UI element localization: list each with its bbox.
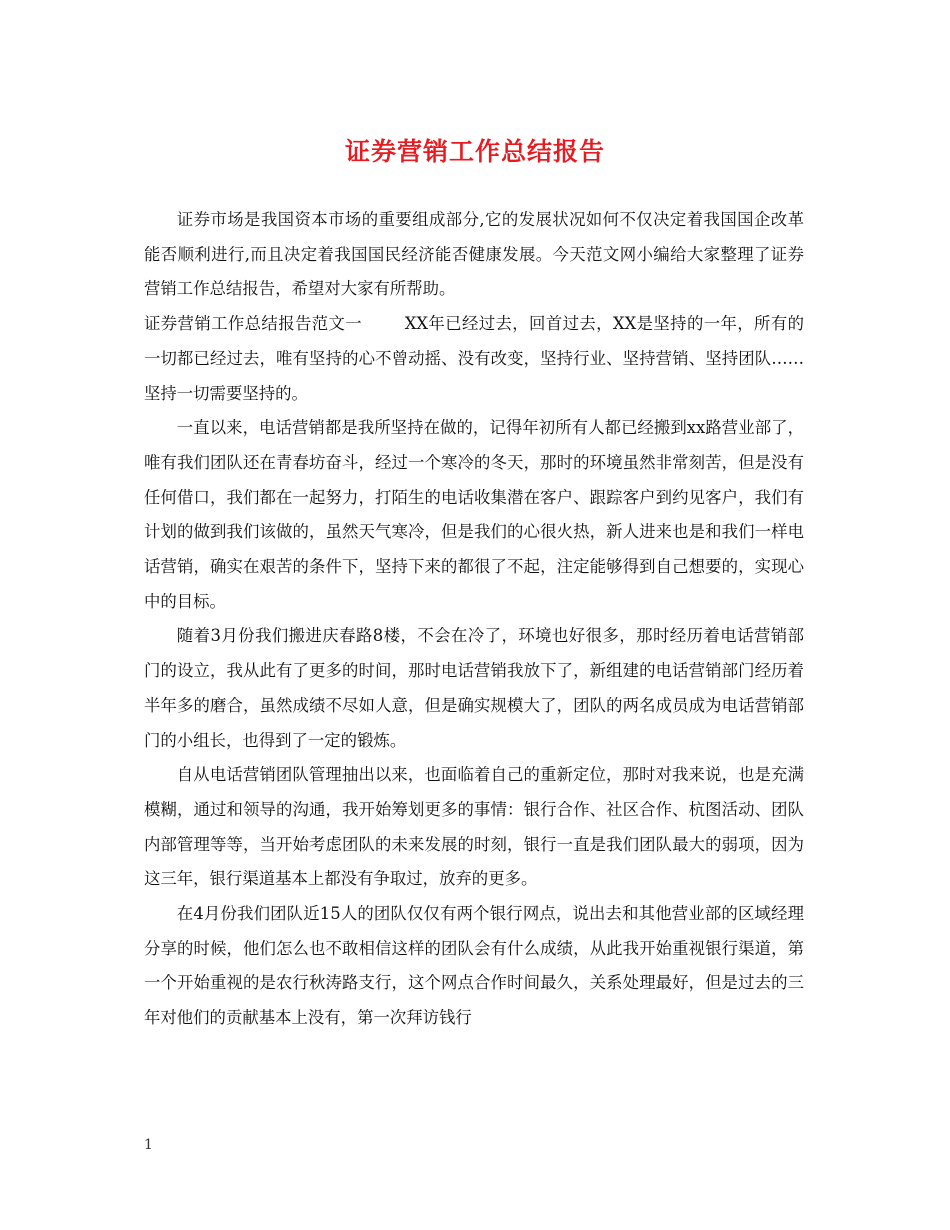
section-text: XX年已经过去，回首过去，XX是坚持的一年，所有的一切都已经过去，唯有坚持的心不曾动摇、没有改变，坚持行业、坚持营销、坚持团队……坚持一切需要坚持的。 [144, 314, 804, 403]
section-paragraph [144, 307, 804, 411]
paragraph-repositioning: 自从电话营销团队管理抽出以来，也面临着自己的重新定位，那时对我来说，也是充满模糊，通过和领导的沟通，我开始筹划更多的事情：银行合作、社区合作、杭图活动、团队内部管理等等，当开始考虑团队的未来发展的时刻，银行一直是我们团队最大的弱项，因为这三年，银行渠道基本上都没有争取过，放弃的更多。 [144, 765, 804, 889]
document-body [144, 203, 804, 1036]
document-title: 证券营销工作总结报告 [344, 137, 605, 166]
section-heading: 证券营销工作总结报告范文一 [144, 314, 363, 334]
paragraph-phone-sales: 一直以来，电话营销都是我所坚持在做的，记得年初所有人都已经搬到xx路营业部了，唯有我们团队还在青春坊奋斗，经过一个寒冷的冬天，那时的环境虽然非常刻苦，但是没有任何借口，我们都在一起努力，打陌生的电话收集潜在客户、跟踪客户到约见客户，我们有计划的做到我们该做的，虽然天气寒冷，但是我们的心很火热，新人进来也是和我们一样电话营销，确实在艰苦的条件下，坚持下来的都很了不起，注定能够得到自己想要的，实现心中的目标。 [144, 418, 804, 611]
paragraph-intro: 证券市场是我国资本市场的重要组成部分,它的发展状况如何不仅决定着我国国企改革能否顺利进行,而且决定着我国国民经济能否健康发展。今天范文网小编给大家整理了证券营销工作总结报告，希望对大家有所帮助。 [144, 210, 804, 299]
page-number: 1 [144, 1137, 153, 1153]
paragraph-office-move: 随着3月份我们搬进庆春路8楼，不会在冷了，环境也好很多，那时经历着电话营销部门的设立，我从此有了更多的时间，那时电话营销我放下了，新组建的电话营销部门经历着半年多的磨合，虽然成绩不尽如人意，但是确实规模大了，团队的两名成员成为电话营销部门的小组长，也得到了一定的锻炼。 [144, 626, 804, 750]
paragraph-bank-channel: 在4月份我们团队近15人的团队仅仅有两个银行网点，说出去和其他营业部的区域经理分享的时候，他们怎么也不敢相信这样的团队会有什么成绩，从此我开始重视银行渠道，第一个开始重视的是农行秋涛路支行，这个网点合作时间最久，关系处理最好，但是过去的三年对他们的贡献基本上没有，第一次拜访钱行 [144, 904, 804, 1028]
